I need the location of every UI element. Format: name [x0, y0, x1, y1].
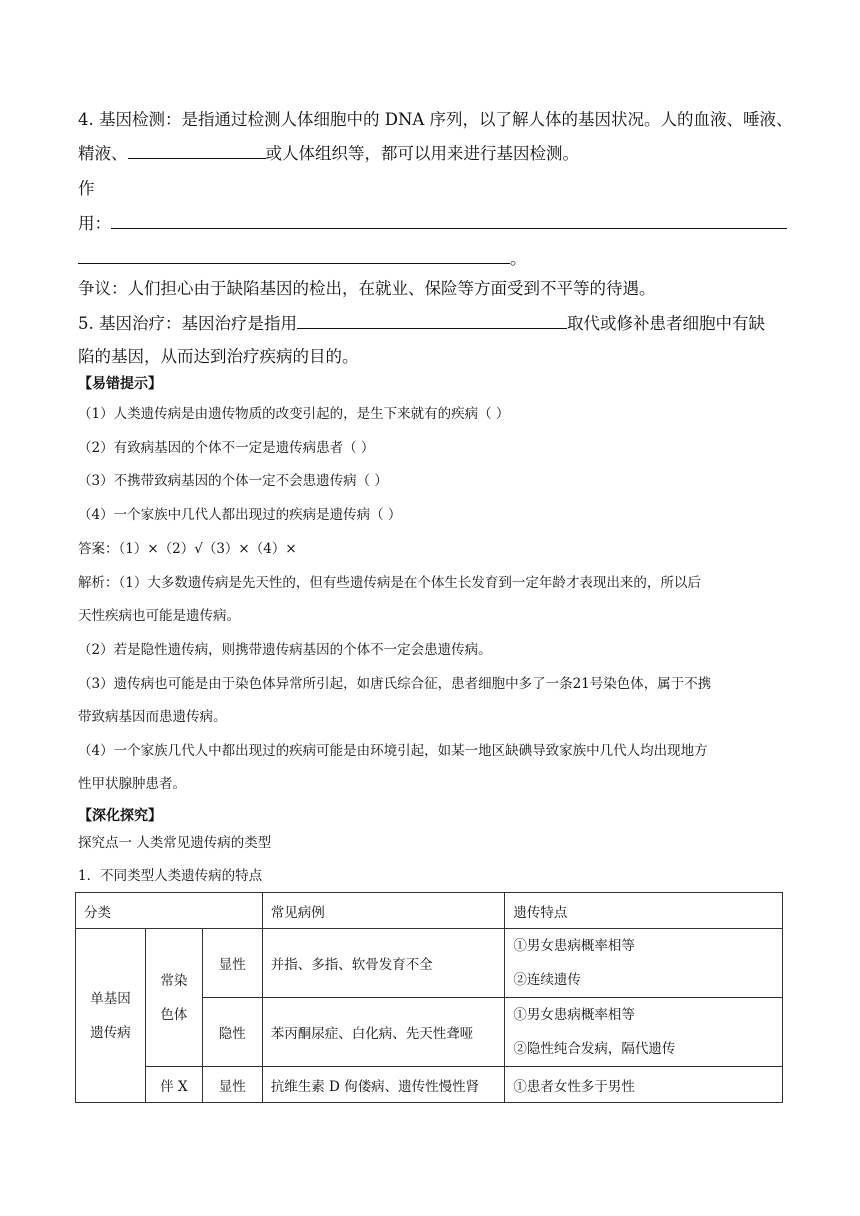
cell-traits: ①男女患病概率相等 ②隐性纯合发病，隔代遗传	[505, 998, 783, 1067]
error-item-2: （2）有致病基因的个体不一定是遗传病患者（ ）	[78, 440, 375, 456]
genetic-disease-table	[75, 892, 783, 1103]
cell-dominant: 显性	[202, 1067, 262, 1103]
section5-line2: 陷的基因，从而达到治疗疾病的目的。	[78, 347, 359, 366]
cell-dominant: 显性	[202, 929, 262, 998]
answer-line: 答案：（1）×（2）√（3）×（4）×	[78, 541, 297, 557]
analysis-line-6: （4）一个家族几代人中都出现过的疾病可能是由环境引起，如某一地区缺碘导致家族中几代人均出现地方	[78, 743, 708, 759]
dispute-text: 争议：人们担心由于缺陷基因的检出，在就业、保险等方面受到不平等的待遇。	[78, 279, 656, 298]
header-category: 分类	[76, 893, 263, 929]
table-row	[76, 929, 783, 998]
cell-x-linked: 伴 X	[145, 1067, 202, 1103]
section4-line2-suffix: 或人体组织等，都可以用来进行基因检测。	[265, 144, 579, 163]
error-item-3: （3）不携带致病基因的个体一定不会患遗传病（ ）	[78, 473, 388, 489]
analysis-line-3: （2）若是隐性遗传病，则携带遗传病基因的个体不一定会患遗传病。	[78, 642, 492, 658]
explore-point: 探究点一 人类常见遗传病的类型	[78, 835, 272, 851]
header-examples: 常见病例	[262, 893, 505, 929]
cell-recessive: 隐性	[202, 998, 262, 1067]
analysis-line-1: 解析：（1）大多数遗传病是先天性的，但有些遗传病是在个体生长发育到一定年龄才表现出来的，所以后	[78, 575, 701, 591]
error-item-4: （4）一个家族中几代人都出现过的疾病是遗传病（ ）	[78, 507, 402, 523]
analysis-line-4: （3）遗传病也可能是由于染色体异常所引起，如唐氏综合征，患者细胞中多了一条21号染色体，属于不携	[78, 676, 712, 692]
fill-blank-role	[111, 210, 787, 229]
cell-examples: 苯丙酮尿症、白化病、先天性聋哑	[262, 998, 505, 1067]
table-row	[76, 1067, 783, 1103]
error-item-1: （1）人类遗传病是由遗传物质的改变引起的，是生下来就有的疾病（ ）	[78, 406, 510, 422]
table-header-row	[76, 893, 783, 929]
table-subtitle: 1．不同类型人类遗传病的特点	[78, 868, 263, 884]
role-label-char1: 作	[78, 179, 95, 198]
cell-examples: 抗维生素 D 佝偻病、遗传性慢性肾	[262, 1067, 505, 1103]
cell-examples: 并指、多指、软骨发育不全	[262, 929, 505, 998]
error-tips-heading: 【易错提示】	[78, 376, 162, 392]
cell-traits: ①患者女性多于男性	[505, 1067, 783, 1103]
cell-autosome: 常染 色体	[145, 929, 202, 1067]
fill-blank-gene-therapy	[297, 310, 567, 329]
section4-line2-prefix: 精液、	[78, 144, 128, 163]
role-line-2	[78, 242, 527, 276]
header-traits: 遗传特点	[505, 893, 783, 929]
fill-blank-sample	[128, 140, 266, 159]
section4-line2	[78, 137, 579, 171]
cell-single-gene-disease: 单基因 遗传病	[76, 929, 146, 1103]
analysis-line-2: 天性疾病也可能是遗传病。	[78, 608, 240, 624]
role-line	[78, 207, 787, 241]
section5-line1-suffix: 取代或修补患者细胞中有缺	[567, 314, 765, 333]
analysis-line-5: 带致病基因而患遗传病。	[78, 709, 227, 725]
cell-traits: ①男女患病概率相等 ②连续遗传	[505, 929, 783, 998]
role-label-char2: 用：	[78, 214, 111, 233]
section5-line1-prefix: 5. 基因治疗：基因治疗是指用	[78, 314, 297, 333]
analysis-line-7: 性甲状腺肿患者。	[78, 776, 186, 792]
explore-heading: 【深化探究】	[78, 808, 162, 824]
section5-line1	[78, 307, 765, 341]
fill-blank-role-continued	[78, 245, 510, 264]
section4-line1: 4. 基因检测：是指通过检测人体细胞中的 DNA 序列，以了解人体的基因状况。人的血液、唾液、	[78, 110, 793, 129]
role-line-end: 。	[510, 249, 527, 268]
